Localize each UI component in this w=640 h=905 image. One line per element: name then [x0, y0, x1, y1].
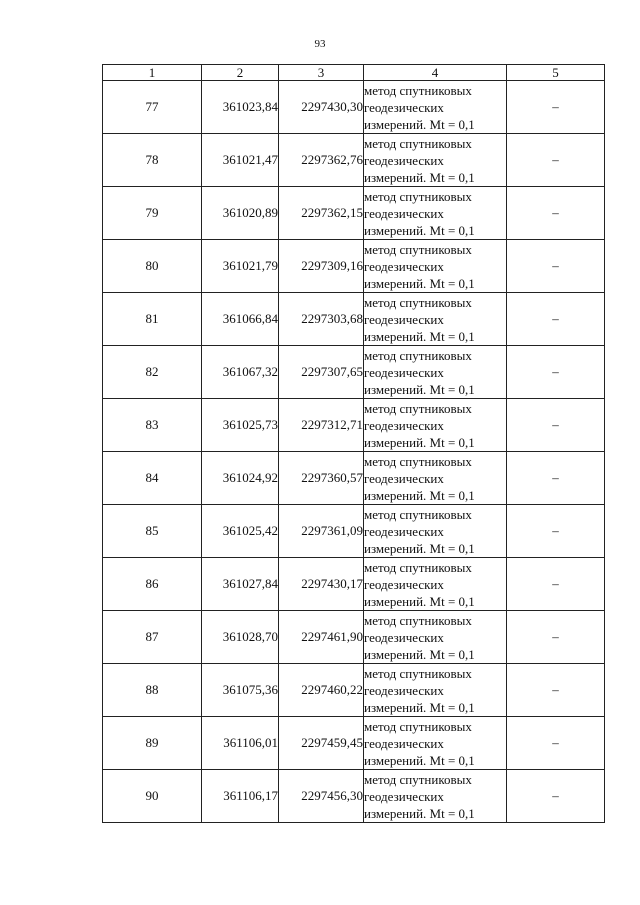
table-row [103, 240, 605, 293]
point-number: 80 [103, 240, 202, 293]
header-col-1: 1 [103, 65, 202, 81]
method-description [364, 717, 507, 770]
table-row [103, 399, 605, 452]
coordinate-x: 361024,92 [202, 452, 279, 505]
method-line-3: измерений. Mt = 0,1 [364, 593, 475, 609]
point-number: 78 [103, 134, 202, 187]
method-line-2: геодезических [364, 735, 444, 751]
note-cell: – [507, 717, 605, 770]
method-line-3: измерений. Mt = 0,1 [364, 752, 475, 768]
table-row [103, 611, 605, 664]
method-description [364, 558, 507, 611]
method-description [364, 293, 507, 346]
header-col-3: 3 [279, 65, 364, 81]
method-description [364, 134, 507, 187]
coordinate-x: 361075,36 [202, 664, 279, 717]
header-col-2: 2 [202, 65, 279, 81]
method-line-2: геодезических [364, 523, 444, 539]
note-cell: – [507, 505, 605, 558]
method-line-1: метод спутниковых [364, 506, 472, 522]
method-line-2: геодезических [364, 417, 444, 433]
table-row [103, 558, 605, 611]
point-number: 86 [103, 558, 202, 611]
method-line-2: геодезических [364, 152, 444, 168]
coordinate-y: 2297362,15 [279, 187, 364, 240]
table-row [103, 452, 605, 505]
method-line-1: метод спутниковых [364, 188, 472, 204]
method-description [364, 81, 507, 134]
table-body [103, 81, 605, 823]
note-cell: – [507, 346, 605, 399]
page-number: 93 [314, 38, 326, 50]
coordinate-y: 2297312,71 [279, 399, 364, 452]
coordinates-table [102, 64, 605, 823]
table-row [103, 346, 605, 399]
point-number: 81 [103, 293, 202, 346]
point-number: 85 [103, 505, 202, 558]
method-line-3: измерений. Mt = 0,1 [364, 805, 475, 821]
coordinate-x: 361106,01 [202, 717, 279, 770]
note-cell: – [507, 81, 605, 134]
method-line-3: измерений. Mt = 0,1 [364, 275, 475, 291]
coordinate-x: 361025,73 [202, 399, 279, 452]
header-col-4: 4 [364, 65, 507, 81]
method-line-2: геодезических [364, 629, 444, 645]
method-description [364, 346, 507, 399]
method-line-3: измерений. Mt = 0,1 [364, 487, 475, 503]
method-line-2: геодезических [364, 205, 444, 221]
method-line-2: геодезических [364, 576, 444, 592]
method-line-3: измерений. Mt = 0,1 [364, 116, 475, 132]
note-cell: – [507, 664, 605, 717]
coordinate-x: 361106,17 [202, 770, 279, 823]
note-cell: – [507, 134, 605, 187]
coordinate-y: 2297430,30 [279, 81, 364, 134]
method-line-3: измерений. Mt = 0,1 [364, 540, 475, 556]
coordinate-y: 2297459,45 [279, 717, 364, 770]
table-row [103, 664, 605, 717]
point-number: 77 [103, 81, 202, 134]
coordinate-x: 361023,84 [202, 81, 279, 134]
coordinate-y: 2297303,68 [279, 293, 364, 346]
coordinate-y: 2297461,90 [279, 611, 364, 664]
method-line-1: метод спутниковых [364, 612, 472, 628]
method-line-2: геодезических [364, 470, 444, 486]
method-line-1: метод спутниковых [364, 665, 472, 681]
method-description [364, 187, 507, 240]
method-line-3: измерений. Mt = 0,1 [364, 328, 475, 344]
coordinate-x: 361021,79 [202, 240, 279, 293]
method-line-2: геодезических [364, 364, 444, 380]
method-description [364, 611, 507, 664]
method-line-1: метод спутниковых [364, 400, 472, 416]
table-row [103, 770, 605, 823]
table-header [103, 65, 605, 81]
table-row [103, 717, 605, 770]
coordinate-y: 2297456,30 [279, 770, 364, 823]
method-line-1: метод спутниковых [364, 771, 472, 787]
method-line-2: геодезических [364, 788, 444, 804]
table-row [103, 187, 605, 240]
point-number: 88 [103, 664, 202, 717]
table-row [103, 293, 605, 346]
note-cell: – [507, 187, 605, 240]
point-number: 79 [103, 187, 202, 240]
method-description [364, 505, 507, 558]
coordinate-x: 361021,47 [202, 134, 279, 187]
method-line-2: геодезических [364, 682, 444, 698]
coordinate-x: 361020,89 [202, 187, 279, 240]
point-number: 90 [103, 770, 202, 823]
method-line-2: геодезических [364, 311, 444, 327]
note-cell: – [507, 770, 605, 823]
coordinate-x: 361027,84 [202, 558, 279, 611]
coordinate-y: 2297362,76 [279, 134, 364, 187]
method-description [364, 664, 507, 717]
method-description [364, 770, 507, 823]
method-description [364, 240, 507, 293]
method-line-2: геодезических [364, 99, 444, 115]
method-line-3: измерений. Mt = 0,1 [364, 646, 475, 662]
point-number: 87 [103, 611, 202, 664]
table-row [103, 134, 605, 187]
header-col-5: 5 [507, 65, 605, 81]
coordinate-y: 2297361,09 [279, 505, 364, 558]
coordinate-x: 361025,42 [202, 505, 279, 558]
method-line-1: метод спутниковых [364, 453, 472, 469]
method-line-1: метод спутниковых [364, 347, 472, 363]
coordinate-x: 361067,32 [202, 346, 279, 399]
method-line-3: измерений. Mt = 0,1 [364, 222, 475, 238]
method-line-1: метод спутниковых [364, 718, 472, 734]
method-line-1: метод спутниковых [364, 82, 472, 98]
method-line-1: метод спутниковых [364, 241, 472, 257]
table-row [103, 81, 605, 134]
method-line-1: метод спутниковых [364, 135, 472, 151]
header-row [103, 65, 605, 81]
point-number: 84 [103, 452, 202, 505]
method-line-1: метод спутниковых [364, 294, 472, 310]
coordinate-y: 2297460,22 [279, 664, 364, 717]
note-cell: – [507, 399, 605, 452]
method-line-3: измерений. Mt = 0,1 [364, 434, 475, 450]
method-line-3: измерений. Mt = 0,1 [364, 169, 475, 185]
coordinate-y: 2297309,16 [279, 240, 364, 293]
method-description [364, 399, 507, 452]
point-number: 83 [103, 399, 202, 452]
method-description [364, 452, 507, 505]
coordinate-y: 2297307,65 [279, 346, 364, 399]
method-line-2: геодезических [364, 258, 444, 274]
method-line-1: метод спутниковых [364, 559, 472, 575]
note-cell: – [507, 611, 605, 664]
table-row [103, 505, 605, 558]
note-cell: – [507, 558, 605, 611]
point-number: 82 [103, 346, 202, 399]
coordinate-y: 2297430,17 [279, 558, 364, 611]
note-cell: – [507, 240, 605, 293]
point-number: 89 [103, 717, 202, 770]
note-cell: – [507, 452, 605, 505]
coordinate-x: 361028,70 [202, 611, 279, 664]
method-line-3: измерений. Mt = 0,1 [364, 699, 475, 715]
note-cell: – [507, 293, 605, 346]
method-line-3: измерений. Mt = 0,1 [364, 381, 475, 397]
coordinate-x: 361066,84 [202, 293, 279, 346]
coordinate-y: 2297360,57 [279, 452, 364, 505]
